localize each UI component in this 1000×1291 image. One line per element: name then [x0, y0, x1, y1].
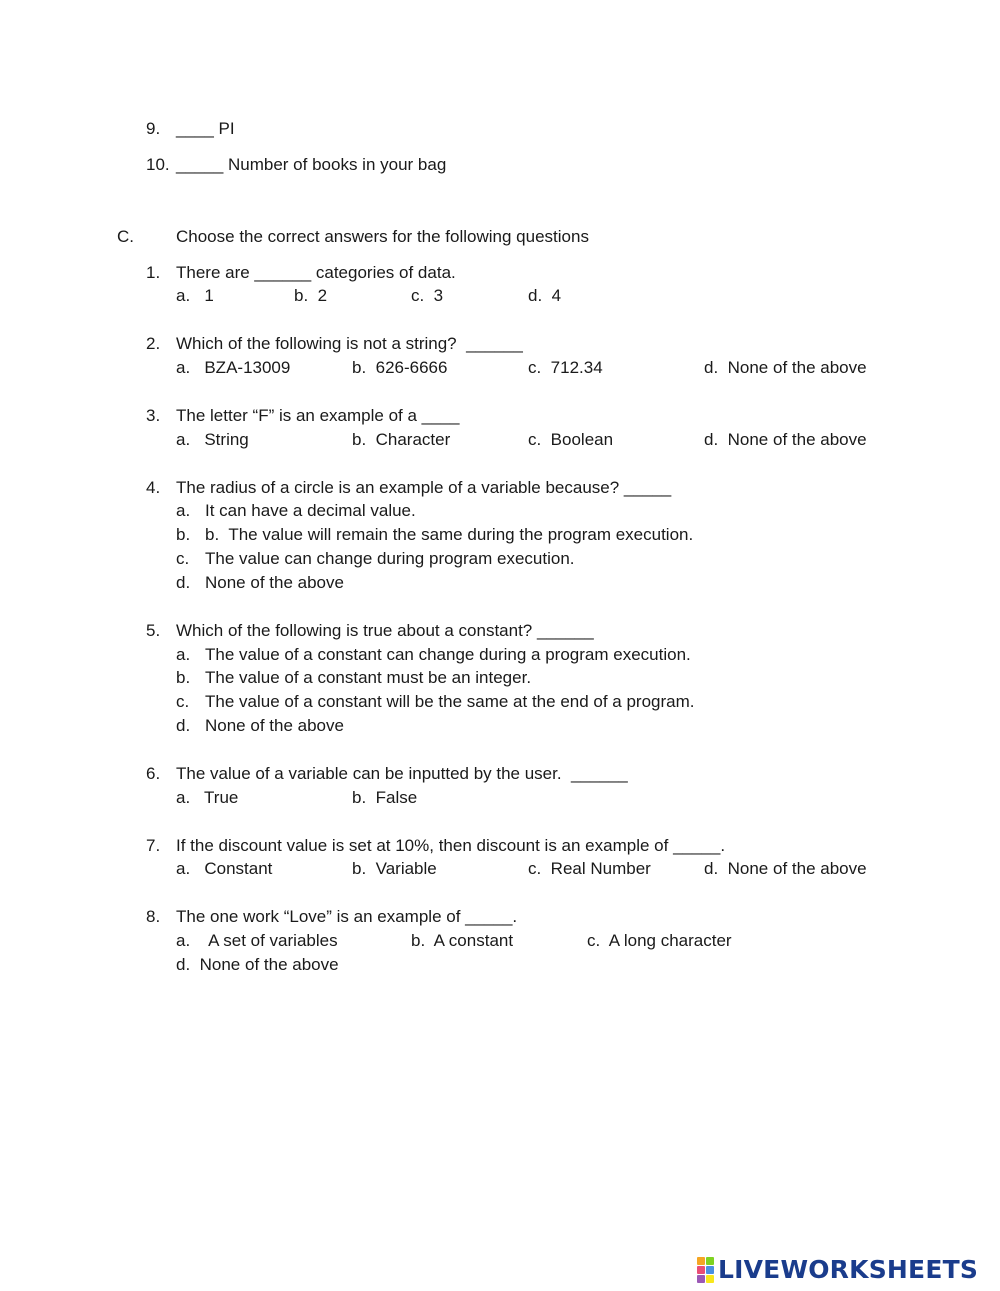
q8-text: The one work “Love” is an example of _____.: [176, 907, 518, 926]
q5-number: 5.: [146, 621, 161, 640]
q2-option-a: a. BZA-13009: [176, 358, 291, 377]
logo-block: [697, 1275, 705, 1283]
q7-option-c: c. Real Number: [528, 859, 651, 878]
logo-block: [697, 1257, 705, 1265]
q1-number: 1.: [146, 263, 161, 282]
q4-option-c-letter: c.: [176, 549, 190, 568]
q7-text: If the discount value is set at 10%, then discount is an example of _____.: [176, 836, 726, 855]
q4-option-b-letter: b.: [176, 525, 191, 544]
q9-text: ____ PI: [176, 119, 235, 138]
q5-option-d: None of the above: [205, 716, 344, 735]
q4-option-b: b. The value will remain the same during the program execution.: [205, 525, 694, 544]
q4-option-a: It can have a decimal value.: [205, 501, 416, 520]
section-c-title: Choose the correct answers for the following questions: [176, 227, 589, 246]
q1-option-b: b. 2: [294, 286, 328, 305]
q9-number: 9.: [146, 119, 161, 138]
q2-option-c: c. 712.34: [528, 358, 603, 377]
logo-block: [697, 1266, 705, 1274]
q1-option-a: a. 1: [176, 286, 214, 305]
q10-number: 10.: [146, 155, 170, 174]
q4-option-c: The value can change during program execution.: [205, 549, 575, 568]
q5-option-a-letter: a.: [176, 645, 191, 664]
logo-text: LIVEWORKSHEETS: [718, 1255, 979, 1284]
q7-option-d: d. None of the above: [704, 859, 867, 878]
q3-option-b: b. Character: [352, 430, 451, 449]
q4-option-a-letter: a.: [176, 501, 191, 520]
q4-number: 4.: [146, 478, 161, 497]
q6-option-a: a. True: [176, 788, 239, 807]
liveworksheets-logo[interactable]: [697, 1257, 978, 1283]
q1-option-c: c. 3: [411, 286, 444, 305]
q6-option-b: b. False: [352, 788, 418, 807]
logo-blocks-icon: [697, 1257, 714, 1283]
q2-option-d: d. None of the above: [704, 358, 867, 377]
q2-text: Which of the following is not a string? ______: [176, 334, 523, 353]
q8-option-c: c. A long character: [587, 931, 732, 950]
q6-text: The value of a variable can be inputted by the user. ______: [176, 764, 628, 783]
q8-number: 8.: [146, 907, 161, 926]
logo-block: [706, 1275, 714, 1283]
q8-option-d: d. None of the above: [176, 955, 339, 974]
q5-option-b: The value of a constant must be an integer.: [205, 668, 532, 687]
q5-option-d-letter: d.: [176, 716, 191, 735]
logo-block: [706, 1257, 714, 1265]
q3-option-d: d. None of the above: [704, 430, 867, 449]
q8-option-b: b. A constant: [411, 931, 514, 950]
logo-block: [706, 1266, 714, 1274]
q3-option-a: a. String: [176, 430, 249, 449]
section-c-label: C.: [117, 227, 134, 246]
q4-option-d: None of the above: [205, 573, 344, 592]
q2-number: 2.: [146, 334, 161, 353]
q5-option-c: The value of a constant will be the same at the end of a program.: [205, 692, 695, 711]
q1-text: There are ______ categories of data.: [176, 263, 456, 282]
q7-option-a: a. Constant: [176, 859, 273, 878]
q7-option-b: b. Variable: [352, 859, 437, 878]
q3-text: The letter “F” is an example of a ____: [176, 406, 460, 425]
q5-option-c-letter: c.: [176, 692, 190, 711]
q8-option-a: a. A set of variables: [176, 931, 338, 950]
q3-number: 3.: [146, 406, 161, 425]
q6-number: 6.: [146, 764, 161, 783]
q5-option-a: The value of a constant can change during a program execution.: [205, 645, 691, 664]
q4-text: The radius of a circle is an example of a variable because? _____: [176, 478, 672, 497]
q3-option-c: c. Boolean: [528, 430, 614, 449]
q1-option-d: d. 4: [528, 286, 562, 305]
q2-option-b: b. 626-6666: [352, 358, 448, 377]
q5-option-b-letter: b.: [176, 668, 191, 687]
q4-option-d-letter: d.: [176, 573, 191, 592]
q5-text: Which of the following is true about a constant? ______: [176, 621, 594, 640]
q10-text: _____ Number of books in your bag: [176, 155, 447, 174]
q7-number: 7.: [146, 836, 161, 855]
